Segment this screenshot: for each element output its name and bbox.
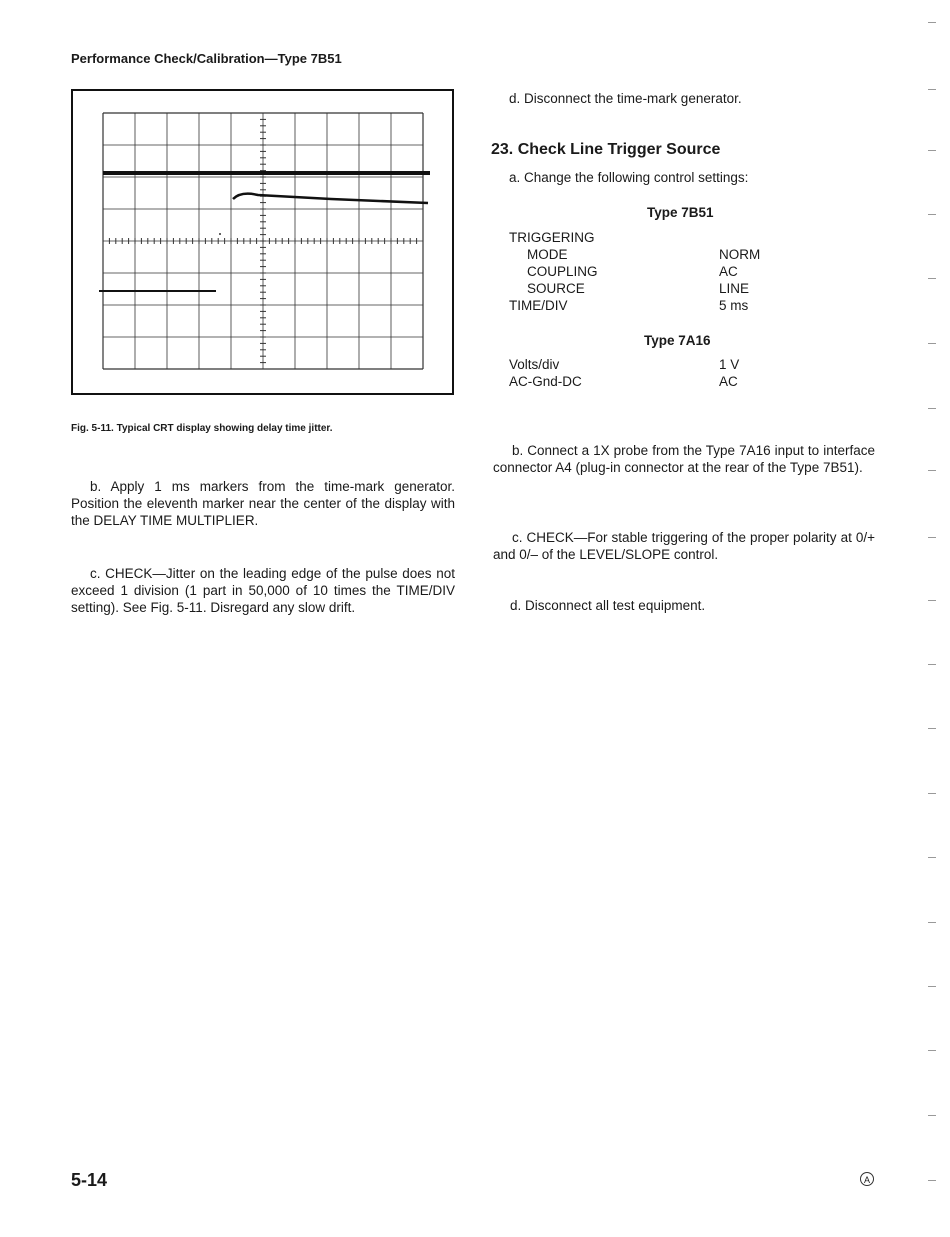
setting-label: Volts/div [509,357,560,372]
settings-table-7a16 [509,356,809,390]
page-number: 5-14 [71,1170,108,1190]
edge-mark [928,664,936,665]
edge-mark [928,408,936,409]
setting-value: LINE [719,281,750,296]
edge-mark [928,1180,936,1181]
setting-value: AC [719,264,738,279]
settings-row [509,297,809,314]
edge-mark [928,922,936,923]
right-step-d-previous: d. Disconnect the time-mark generator. [509,91,742,106]
running-header: Performance Check/Calibration—Type 7B51 [71,51,342,66]
setting-value: AC [719,374,738,389]
edge-mark [928,470,936,471]
setting-label: TRIGGERING [509,230,595,245]
figure-caption: Fig. 5-11. Typical CRT display showing delay time jitter. [71,423,333,434]
edge-mark [928,537,936,538]
setting-value: 1 V [719,357,740,372]
setting-label: TIME/DIV [509,298,568,313]
left-step-c: c. CHECK—Jitter on the leading edge of the pulse does not exceed 1 division (1 part in 50,000 of 10 times the TIME/DIV setting). See Fig. 5-11. Disregard any slow drift. [71,566,455,615]
edge-mark [928,728,936,729]
settings-heading-7a16: Type 7A16 [644,333,711,348]
setting-label: COUPLING [527,264,598,279]
setting-label: MODE [527,247,568,262]
edge-mark [928,1115,936,1116]
edge-mark [928,986,936,987]
crt-display-figure [71,89,454,395]
revision-mark: A [860,1172,874,1186]
left-step-b: b. Apply 1 ms markers from the time-mark generator. Position the eleventh marker near the center of the display with the DELAY TIME MULTIPLIER. [71,479,455,528]
edge-mark [928,793,936,794]
edge-mark [928,857,936,858]
edge-mark [928,343,936,344]
settings-row [509,263,809,280]
setting-label: AC-Gnd-DC [509,374,582,389]
right-step-b: b. Connect a 1X probe from the Type 7A16 input to interface connector A4 (plug-in connector at the rear of the Type 7B51). [493,443,875,475]
settings-row [509,229,809,246]
setting-value: NORM [719,247,761,262]
pulse-edge-trace [233,194,428,203]
edge-mark [928,278,936,279]
edge-mark [928,150,936,151]
right-step-d: d. Disconnect all test equipment. [510,598,706,613]
edge-mark [928,214,936,215]
crt-graticule [73,91,456,397]
edge-mark [928,1050,936,1051]
right-step-c: c. CHECK—For stable triggering of the proper polarity at 0/+ and 0/– of the LEVEL/SLOPE control. [493,530,875,562]
section-title: 23. Check Line Trigger Source [491,141,721,158]
settings-heading-7b51: Type 7B51 [647,205,714,220]
settings-row [509,280,809,297]
setting-label: SOURCE [527,281,585,296]
edge-mark [928,22,936,23]
right-step-a: a. Change the following control settings: [509,170,749,185]
settings-row [509,246,809,263]
settings-table-7b51 [509,229,809,314]
setting-value: 5 ms [719,298,749,313]
settings-row [509,373,809,390]
edge-mark [928,89,936,90]
settings-row [509,356,809,373]
edge-mark [928,600,936,601]
